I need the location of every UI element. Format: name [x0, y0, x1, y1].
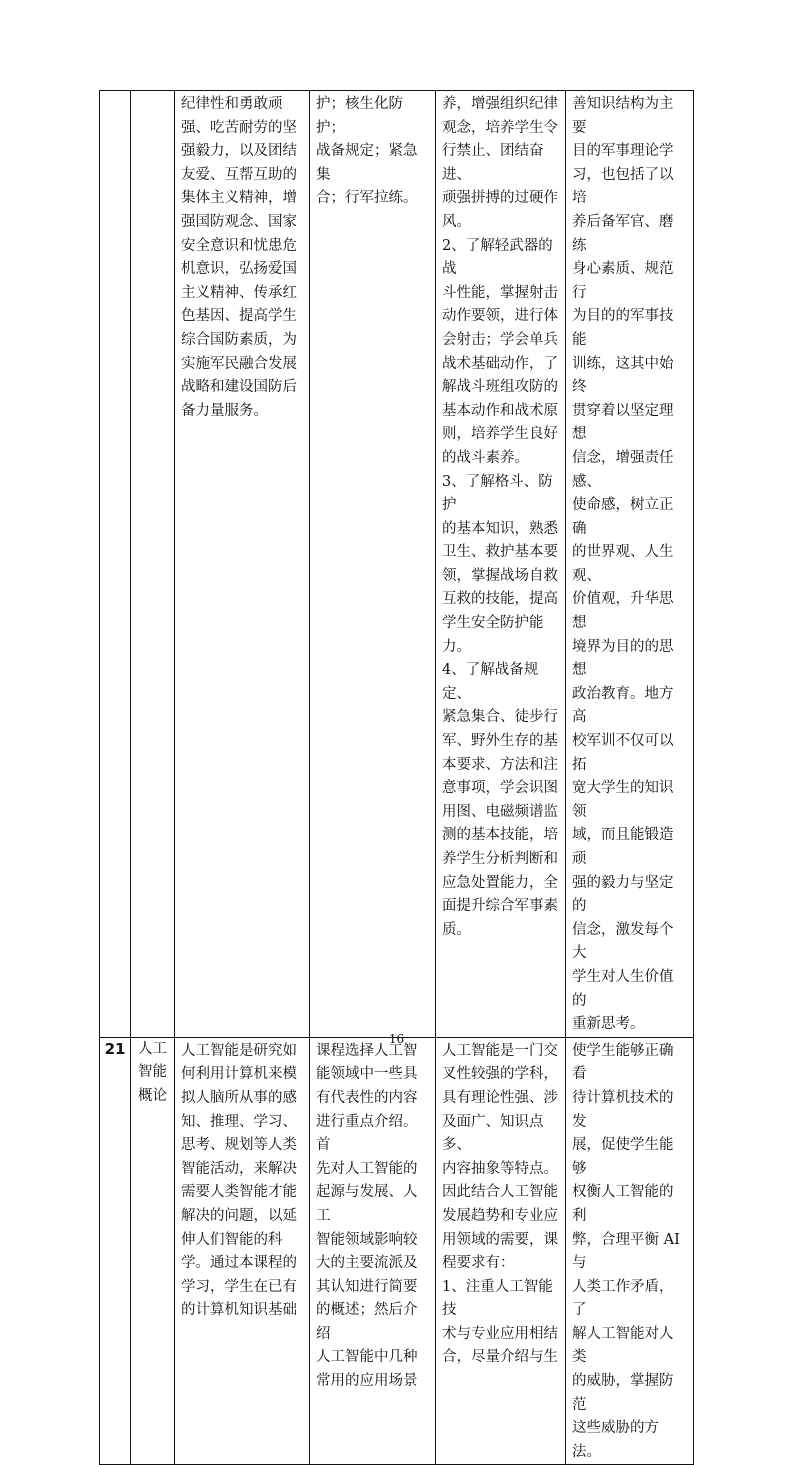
table-row [100, 1037, 694, 1465]
course-requirement-text: 人工智能是一门交 叉性较强的学科， 具有理论性强、涉 及面广、知识点多、 内容抽象等特点。 因此结合人工智能 发展趋势和专业应 用领域的需要，课 程要求有： 1、注重人工智能技 术与专业应用相结 合，尽量介绍与生 [442, 1042, 558, 1366]
course-content-cell [310, 1037, 436, 1465]
course-requirement-cell [436, 1037, 566, 1465]
course-name-cell [131, 91, 175, 1038]
course-content-text: 课程选择人工智 能领域中一些具 有代表性的内容 进行重点介绍。首 先对人工智能的 起源与发展、人工 智能领域影响较 大的主要流派及 其认知进行简要 的概述；然后介绍 人工智能中几种 常用的应用场景 [316, 1042, 418, 1390]
row-number-cell [100, 91, 131, 1038]
course-name: 人工 智能 概论 [138, 1040, 167, 1104]
course-goal-text: 善知识结构为主要 目的军事理论学 习，也包括了以培 养后备军官、磨练 身心素质、规范行 为目的的军事技能 训练，这其中始终 贯穿着以坚定理想 信念，增强责任感、 使命感，树立正确 的世界观、人生观、 价值观，升华思想 境界为目的的思想 政治教育。地方高 校军训不仅可以拓 宽大学生的知识领 域，而且能锻造顽 强的毅力与坚定的 信念，激发每个大 学生对人生价值的 重新思考。 [572, 96, 674, 1033]
table-row [100, 91, 694, 1038]
row-number: 21 [104, 1039, 126, 1058]
course-table [99, 90, 694, 1465]
course-requirement-text: 养，增强组织纪律 观念，培养学生令 行禁止、团结奋进、 顽强拼搏的过硬作 风。 2、了解轻武器的战 斗性能，掌握射击 动作要领，进行体 会射击；学会单兵 战术基础动作，了 解战斗班组攻防的 基本动作和战术原 则，培养学生良好 的战斗素养。 3、了解格斗、防护 的基本知识，熟悉 卫生、救护基本要 领，掌握战场自救 互救的技能，提高 学生安全防护能 力。 4、了解战备规定、 紧急集合、徒步行 军、野外生存的基 本要求、方法和注 意事项，学会识图 用图、电磁频谱监 测的基本技能，培 养学生分析判断和 应急处置能力，全 面提升综合军事素 质。 [442, 96, 558, 938]
course-goal-cell [566, 91, 694, 1038]
course-content-cell [310, 91, 436, 1038]
course-objective-cell [175, 91, 310, 1038]
course-goal-cell [566, 1037, 694, 1465]
row-number-cell [100, 1037, 131, 1465]
course-goal-text: 使学生能够正确看 待计算机技术的发 展，促使学生能够 权衡人工智能的利 弊，合理平衡 AI 与 人类工作矛盾，了 解人工智能对人类 的威胁，掌握防范 这些威胁的方法。 [572, 1042, 680, 1460]
course-requirement-cell [436, 91, 566, 1038]
course-content-text: 护；核生化防护； 战备规定；紧急集 合；行军拉练。 [316, 96, 418, 207]
course-objective-cell [175, 1037, 310, 1465]
course-objective-text: 纪律性和勇敢顽 强、吃苦耐劳的坚 强毅力，以及团结 友爱、互帮互助的 集体主义精神，增 强国防观念、国家 安全意识和忧患危 机意识，弘扬爱国 主义精神、传承红 色基因、提高学生 综合国防素质，为 实施军民融合发展 战略和建设国防后 备力量服务。 [181, 96, 297, 419]
page-number: 16 [388, 1032, 405, 1046]
course-name-cell [131, 1037, 175, 1465]
course-objective-text: 人工智能是研究如 何利用计算机来模 拟人脑所从事的感 知、推理、学习、 思考、规划等人类 智能活动，来解决 需要人类智能才能 解决的问题，以延 伸人们智能的科 学。通过本课程的 学习，学生在已有 的计算机知识基础 [181, 1042, 297, 1319]
